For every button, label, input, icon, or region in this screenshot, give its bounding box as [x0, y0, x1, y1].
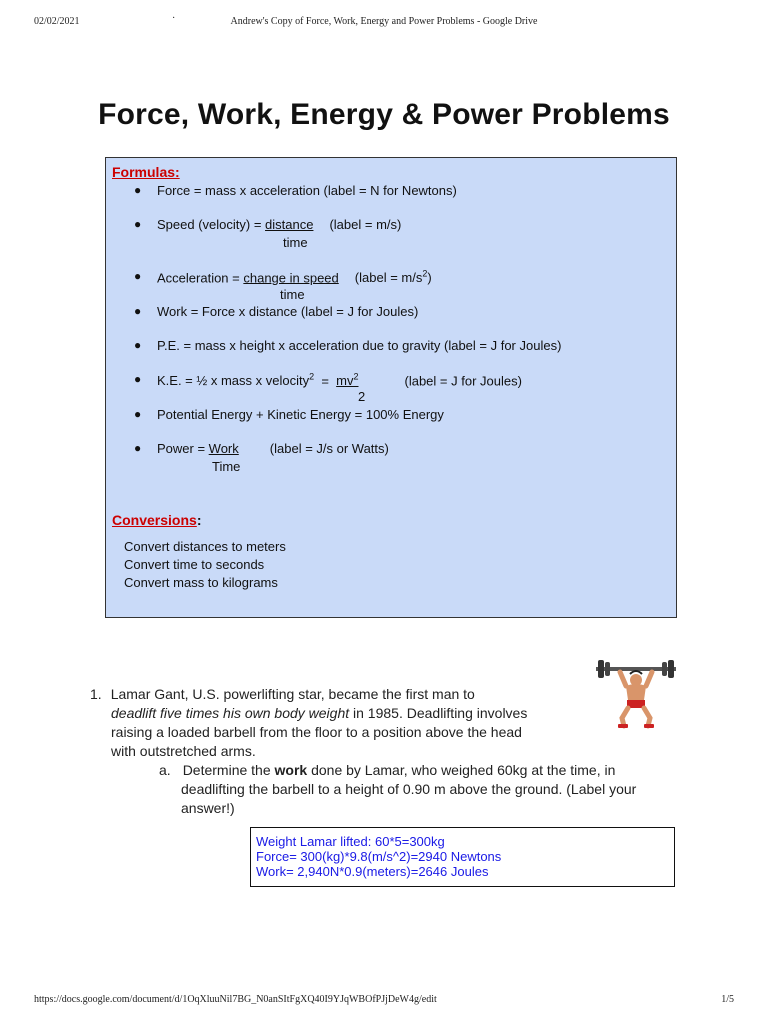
conversions-heading: Conversions: — [112, 512, 202, 528]
question-1-line-1: 1. Lamar Gant, U.S. powerlifting star, became the first man to — [90, 686, 475, 702]
bullet-icon: ● — [134, 183, 142, 197]
bullet-icon: ● — [134, 372, 142, 386]
formulas-heading: Formulas: — [112, 164, 180, 180]
accel-denominator: time — [280, 287, 305, 302]
part-letter: a. — [159, 762, 171, 778]
page-title: Force, Work, Energy & Power Problems — [98, 98, 670, 131]
conversion-item: Convert mass to kilograms — [124, 575, 278, 590]
accel-label: (label = $m/s^2$) — [354, 269, 432, 286]
ke-label: (label = J for Joules) — [404, 373, 522, 389]
question-1a-line-1: a. Determine the work done by Lamar, who weighed 60kg at the time, in — [159, 762, 616, 778]
conversion-item: Convert distances to meters — [124, 539, 286, 554]
print-url: https://docs.google.com/document/d/1OqXluuNil7BG_N0anSItFgXQ40I9YJqWBOfPJjDeW4g/edit — [34, 994, 437, 1005]
speed-numerator: distance — [265, 217, 314, 232]
formula-total-energy-text: Potential Energy + Kinetic Energy = 100% Energy — [157, 407, 444, 422]
question-1-line-2: deadlift five times his own body weight in 1985. Deadlifting involves — [111, 705, 528, 721]
print-doc-title: Andrew's Copy of Force, Work, Energy and Power Problems - Google Drive — [230, 16, 538, 27]
formula-force-text: Force = mass x acceleration (label = N for Newtons) — [157, 183, 457, 198]
formula-pe-text: P.E. = mass x height x acceleration due to gravity (label = J for Joules) — [157, 338, 562, 353]
bullet-icon: ● — [134, 441, 142, 455]
accel-prefix: Acceleration = — [157, 270, 244, 286]
answer-line: Force= 300(kg)*9.8(m/s^2)=2940 Newtons — [256, 849, 502, 864]
print-header — [34, 13, 734, 30]
power-label: (label = J/s or Watts) — [269, 441, 389, 456]
question-1a-line-3: answer!) — [181, 800, 235, 816]
question-number: 1. — [90, 686, 102, 702]
question-1-line-4: with outstretched arms. — [111, 743, 256, 759]
weightlifter-icon — [594, 660, 678, 730]
ke-prefix: K.E. = ½ x mass x velocity$^2$ — [157, 372, 315, 389]
answer-line: Weight Lamar lifted: 60*5=300kg — [256, 834, 445, 849]
page-number: 1/5 — [721, 994, 734, 1005]
accel-numerator: change in speed — [243, 270, 339, 286]
print-footer — [34, 994, 734, 1008]
answer-box — [250, 827, 675, 887]
speed-prefix: Speed (velocity) = — [157, 217, 266, 232]
bullet-icon: ● — [134, 338, 142, 352]
power-numerator: Work — [208, 441, 239, 456]
ke-numerator: $mv^2$ — [336, 372, 359, 389]
formula-work-text: Work = Force x distance (label = J for Joules) — [157, 304, 419, 319]
question-1a-line-2: deadlifting the barbell to a height of 0.90 m above the ground. (Label your — [181, 781, 637, 797]
print-dot: · — [172, 13, 176, 24]
answer-line: Work= 2,940N*0.9(meters)=2646 Joules — [256, 864, 489, 879]
power-prefix: Power = — [157, 441, 209, 456]
question-1-line-3: raising a loaded barbell from the floor to a position above the head — [111, 724, 522, 740]
power-denominator: Time — [212, 459, 241, 474]
bullet-icon: ● — [134, 217, 142, 231]
bullet-icon: ● — [134, 304, 142, 318]
ke-denominator: 2 — [358, 389, 366, 404]
bullet-icon: ● — [134, 407, 142, 421]
speed-denominator: time — [283, 235, 308, 250]
print-date: 02/02/2021 — [34, 16, 80, 27]
speed-label: (label = m/s) — [329, 217, 402, 232]
conversion-item: Convert time to seconds — [124, 557, 265, 572]
formula-box: Formulas: ● Force = mass x acceleration (label = N for Newtons) ● Speed (velocity) = distance (label = m/s) time ● Acceleration = change in speed (label = $m/s^2$) time ● Work = Force x distance (label = J for Joules) ● P.E. = mass x height x acceleration due to gravity (label = J for Joules) ● K.E. = ½ x mass x velocity$^2$ = $mv^2$ (label = J for Joules) 2 ● Potential Energy + Kinetic Energy = 100% Energy ● Power = Work (label = J/s or Watts) Time Conversions: Convert distances to meters Convert time to seconds Convert mass to kilograms — [105, 157, 677, 618]
bullet-icon: ● — [134, 269, 142, 283]
